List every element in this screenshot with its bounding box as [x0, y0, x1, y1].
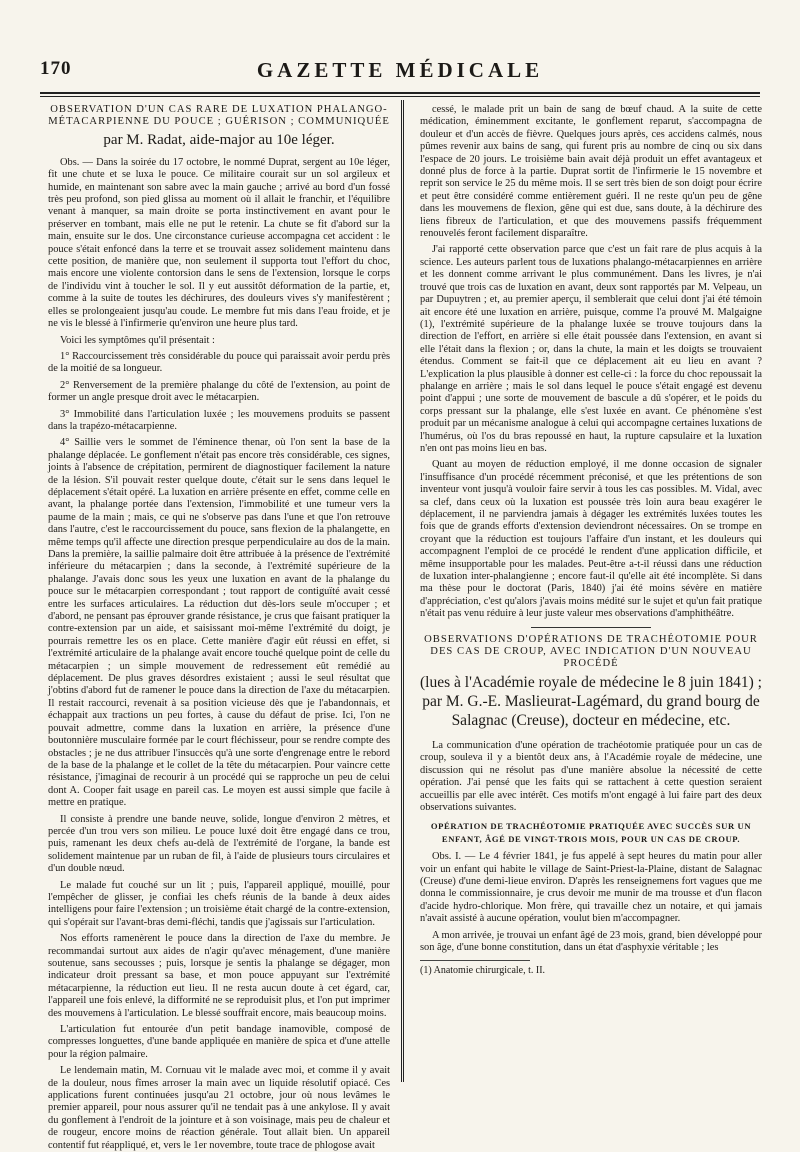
article-byline: par M. Radat, aide-major au 10e léger.: [103, 131, 335, 148]
paragraph: 1° Raccourcissement très considérable du pouce qui paraissait avoir perdu près de la moitié de sa longueur.: [48, 350, 390, 375]
column-divider: [401, 100, 404, 1082]
paragraph: La communication d'une opération de trachéotomie pratiquée pour un cas de croup, souleva il y a bientôt deux ans, à l'Académie royale de médecine, une discussion qui ne résolut pas d'une manière absolue la nécessité de cette opération. J'ai pensé que les faits qui se rattachent à cette question seraient accueillis par elle avec intérêt. Ces motifs m'ont engagé à lui faire part des deux observations suivantes.: [420, 739, 762, 813]
left-column: [48, 104, 390, 1151]
journal-title: GAZETTE MÉDICALE: [256, 57, 544, 82]
page-header: [40, 50, 760, 90]
paragraph: Il consiste à prendre une bande neuve, solide, longue d'environ 2 mètres, et percée d'un trou vers son milieu. Le pouce luxé doit être engagé dans ce trou, puis, ramenant les deux chefs au-delà de l'extrémité de l'organe, la bande est solidement maintenue par un ruban de fil, à l'aide de plusieurs tours circulaires et d'un double nœud.: [48, 813, 390, 875]
footnote-rule: [420, 960, 530, 961]
paragraph: cessé, le malade prit un bain de sang de bœuf chaud. A la suite de cette médication, éminemment excitante, le gonflement reparut, s'accompagna de douleur et d'un accès de fièvre. Quelques jours après, ces accidens calmés, nous pûmes revenir aux bains de sang, qui furent pris au nombre de cinq ou six dans l'espace de 20 jours. Le troisième bain avait déjà produit un effet avantageux et donné plus de force à la partie. Duprat sortit de l'infirmerie le 15 novembre et reprit son service le 25 du même mois. Il se sert très bien de son doigt pour écrire et peut être considéré comme entièrement guéri. Il ne reste qu'un peu de gêne dans les mouvemens de flexion, gêne qui est due, sans doute, à la déchirure des liens fibreux de l'articulation, et que des mouvemens passifs fréquemment renouvelés feront facilement disparaître.: [420, 104, 762, 240]
paragraph: Quant au moyen de réduction employé, il me donne occasion de signaler l'insuffisance d'un procédé récemment préconisé, et que les prétentions de son inventeur vont jusqu'à vouloir faire servir à tous les cas possibles. M. Vidal, avec sa clef, dans ceux où la luxation est poussée très loin aura beau exagérer le déplacement, il ne parviendra jamais à dégager les extrémités luxées toutes les fois que de grands efforts d'extension deviendront nécessaires. On se trompe en croyant que la réduction est toujours l'affaire d'un instant, et les douleurs qui accompagnent l'emploi de ce procédé le rendent d'une application difficile, et même insupportable pour les malades. Peut-être a-t-il réussi dans une réduction de luxation inter-phalangienne ; encore faut-il qu'elle ait été incomplète. Si dans ma thèse pour le doctorat (Paris, 1840) j'ai été moins sévère en matière d'appréciation, c'est qu'alors j'avais moins médité sur le sujet et qu'un fait pratique n'était pas venu réduire à leur juste valeur mes observations d'amphithéâtre.: [420, 459, 762, 620]
article-separator: [531, 627, 651, 628]
paragraph: A mon arrivée, je trouvai un enfant âgé de 23 mois, grand, bien développé pour son âge, d'une bonne constitution, dans un état d'asphyxie véritable ; les: [420, 929, 762, 953]
paragraph: 3° Immobilité dans l'articulation luxée ; les mouvemens produits se passent dans la trapézo-métacarpienne.: [48, 408, 390, 432]
paragraph: Obs. I. — Le 4 février 1841, je fus appelé à sept heures du matin pour aller voir un enfant qui habite le village de Saint-Priest-la-Plaine, distant de Salagnac (Creuse) d'une demi-lieue environ. D'après les renseignemens fort vagues que me donna le commissionnaire, je crus devoir me munir de ma trousse et d'un flacon d'acide hydro-chlorique. Mon frère, qui travaille chez un notaire, et qui jamais n'avait assisté à aucune opération, voulut bien m'accompagner.: [420, 851, 762, 925]
observation-subtitle: OPÉRATION DE TRACHÉOTOMIE PRATIQUÉE AVEC SUCCÈS SUR UN ENFANT, ÂGÉ DE VINGT-TROIS MOIS, POUR UN CAS DE CROUP.: [430, 821, 752, 844]
paragraph: 2° Renversement de la première phalange du côté de l'extension, au point de former un angle presque droit avec le métacarpien.: [48, 379, 390, 404]
article-title: OBSERVATION D'UN CAS RARE DE LUXATION PHALANGO-MÉTACARPIENNE DU POUCE ; GUÉRISON ; COMMUNIQUÉE: [48, 104, 390, 128]
paragraph: Le lendemain matin, M. Cornuau vit le malade avec moi, et comme il y avait de la douleur, nous fîmes arroser la main avec un liquide résolutif opiacé. Ces applications furent continuées jusqu'au 21 octobre, jour où nous levâmes le premier appareil, pour nous assurer qu'il ne tendait pas à une ankylose. Il y avait du gonflement à l'endroit de la jointure et à son voisinage, mais peu de chaleur et de rougeur, encore moins de réaction générale. Tout allait bien. Un appareil contentif fut réappliqué, et, vers le 1er novembre, toute trace de phlogose avait: [48, 1065, 390, 1151]
paragraph: Le malade fut couché sur un lit ; puis, l'appareil appliqué, mouillé, pour l'empêcher de glisser, je confiai les chefs réunis de la bande à deux aides intelligens pour faire l'extension ; un troisième était chargé de la contre-extension, qui s'opérait sur l'avant-bras demi-fléchi, tandis que j'agissais sur l'articulation.: [48, 879, 390, 928]
right-column: [420, 104, 762, 1079]
header-rule-thin: [40, 96, 760, 97]
paragraph: Voici les symptômes qu'il présentait :: [60, 334, 215, 346]
header-rule: [40, 92, 760, 94]
paragraph: Nos efforts ramenèrent le pouce dans la direction de l'axe du membre. Je recommandai surtout aux aides de n'agir qu'avec ménagement, d'une manière soutenue, sans secousses ; puis, lorsque je sentis la phalange se dégager, mon indicateur droit pressant sa base, et mon pouce appuyant sur l'extrémité métacarpienne, la réduction eut lieu. Il ne resta aucun doute à cet égard, car, l'appareil une fois enlevé, la difformité ne se reproduisit plus, et l'on put imprimer des mouvemens à l'articulation. Le blessé souffrait encore, mais beaucoup moins.: [48, 933, 390, 1019]
second-article-title: OBSERVATIONS D'OPÉRATIONS DE TRACHÉOTOMIE POUR DES CAS DE CROUP, AVEC INDICATION D'UN NOUVEAU PROCÉDÉ: [424, 633, 758, 670]
paragraph: Obs. — Dans la soirée du 17 octobre, le nommé Duprat, sergent au 10e léger, fit une chute et se luxa le pouce. Ce militaire courait sur un sol argileux et humide, en maintenant son sabre avec la main gauche ; arrivé au bord d'un fossé très peu profond, son pied glissa au moment où il allait le franchir, et l'équilibre venant à manquer, sa main droite se porta instinctivement en avant pour le préserver en tombant, mais elle ne put le retenir. La chute se fit d'abord sur la main, ensuite sur le dos. Une circonstance curieuse accompagna cet accident : le pouce s'était enfoncé dans la terre et se trouvait assez solidement maintenu dans cette position, de manière que, non seulement il supporta tout l'effort du choc, mais encore une violente contorsion dans le sens de l'extension, lorsque le corps de l'individu vint à toucher le sol. Il y eut aussitôt déformation de la partie, et, comme à la suite de toutes les déchirures, des douleurs vives s'y manifestèrent ; elles se prolongeaient jusqu'au coude. Le membre fut mis dans l'eau froide, et je ne vis le blessé à l'infirmerie qu'environ une heure plus tard.: [48, 156, 390, 330]
page-number: 170: [40, 58, 72, 79]
footnote: (1) Anatomie chirurgicale, t. II.: [420, 965, 546, 977]
paragraph: L'articulation fut entourée d'un petit bandage inamovible, composé de compresses longuettes, d'une bande appliquée en manière de spica et d'une attelle pour la région palmaire.: [48, 1024, 390, 1060]
paragraph: J'ai rapporté cette observation parce que c'est un fait rare de plus acquis à la science. Les auteurs parlent tous de luxations phalango-métacarpiennes en arrière et les donnent comme arrivant le plus communément. Dans les livres, je n'ai trouvé que trois cas de luxation en avant, deux sont rapportés par M. Velpeau, un par Dupuytren ; et, au premier aperçu, il semblerait que celui dont j'ai été témoin ait encore été une luxation en arrière, puisque, comme l'a prouvé M. Malgaigne (1), l'extrémité supérieure de la phalange luxée se trouve toujours dans la direction de l'effort, en arrière si elle était poussée dans l'extension, en avant si elle l'était dans la flexion ; or, dans la chute, la main et les doigts se trouvaient étendus. Comment se fait-il que ce déplacement ait eu lieu en avant ? L'explication la plus plausible à donner est celle-ci : la force du choc repoussait la phalange en arrière ; mais le sol dans lequel le pouce s'était engagé est devenu point d'appui ; une sorte de mouvement de bascule a dû s'opérer, et le poids du corps pressant sur la phalange, elle s'est luxée en avant. Ce phénomène s'est produit par un mécanisme analogue à celui qui accompagne certaines luxations de l'humérus, où l'os du bras repoussé en haut, la rupture capsulaire et la luxation n'en ont pas moins lieu en bas.: [420, 244, 762, 454]
paragraph: 4° Saillie vers le sommet de l'éminence thenar, où l'on sent la base de la phalange déplacée. Le gonflement n'était pas encore très considérable, ces signes, joints à l'absence de crépitation, permirent de diagnostiquer facilement la nature de la lésion. S'il pouvait rester quelque doute, c'était sur le sens dans lequel le déplacement s'était opéré. La luxation en arrière présente en effet, comme celle en avant, la phalange portée dans l'extension, l'immobilité et une tumeur vers la paume de la main ; mais, ce qui ne s'observe pas dans l'une et que l'on retrouve dans l'autre, c'est le raccourcissement du pouce, sans flexion de la phalangette, en même temps qu'il affecte une direction presque perpendiculaire au dos de la main. Dans la première, la saillie palmaire doit être attribuée à la présence de l'extrémité inférieure du métacarpien ; dans la seconde, à l'extrémité supérieure de la phalange. J'avais donc sous les yeux une luxation en avant de la phalange du pouce sur le métacarpien correspondant ; tout rapport de contiguïté avait cessé entre les surfaces articulaires. La réduction dut dès-lors seule m'occuper ; et d'abord, ne pensant pas éprouver grande résistance, je crus que faisant pratiquer la contre-extension par un aide, et saisissant moi-même l'extrémité du doigt, je pourrais remettre les os en place. Cette manière d'agir eût réussi en effet, si l'extrémité articulaire de la phalange avait encore touché quelque point de celle du métacarpien ; un simple mouvement de redressement eût remédié au déplacement. De plus graves désordres existaient ; aussi le seul résultat que j'obtins d'abord fut de ramener le pouce dans la direction de l'axe du métacarpien. Il restait raccourci, revenait à sa position vicieuse dès que je l'abandonnais, et échappait aux tractions un peu fortes, à cause du défaut de prise. Ici, l'on ne pouvait admettre, comme dans la luxation en arrière, la présence d'une boutonnière musculaire formée par le court fléchisseur, pour se rendre compte des obstacles ; je ne dus attribuer l'insuccès qu'à une sorte d'engrenage entre le rebord de la base de la phalange et le collet de la tête du métacarpien. Pour vaincre cette résistance, j'imaginai de recourir à un procédé qui se rapproche un peu de celui dont A. Cooper fait usage en pareil cas. Le moyen est aussi simple que facile à mettre en pratique.: [48, 437, 390, 809]
second-article-byline: (lues à l'Académie royale de médecine le 8 juin 1841) ; par M. G.-E. Maslieurat-Lagémard, du grand bourg de Salagnac (Creuse), docteur en médecine, etc.: [420, 673, 762, 729]
